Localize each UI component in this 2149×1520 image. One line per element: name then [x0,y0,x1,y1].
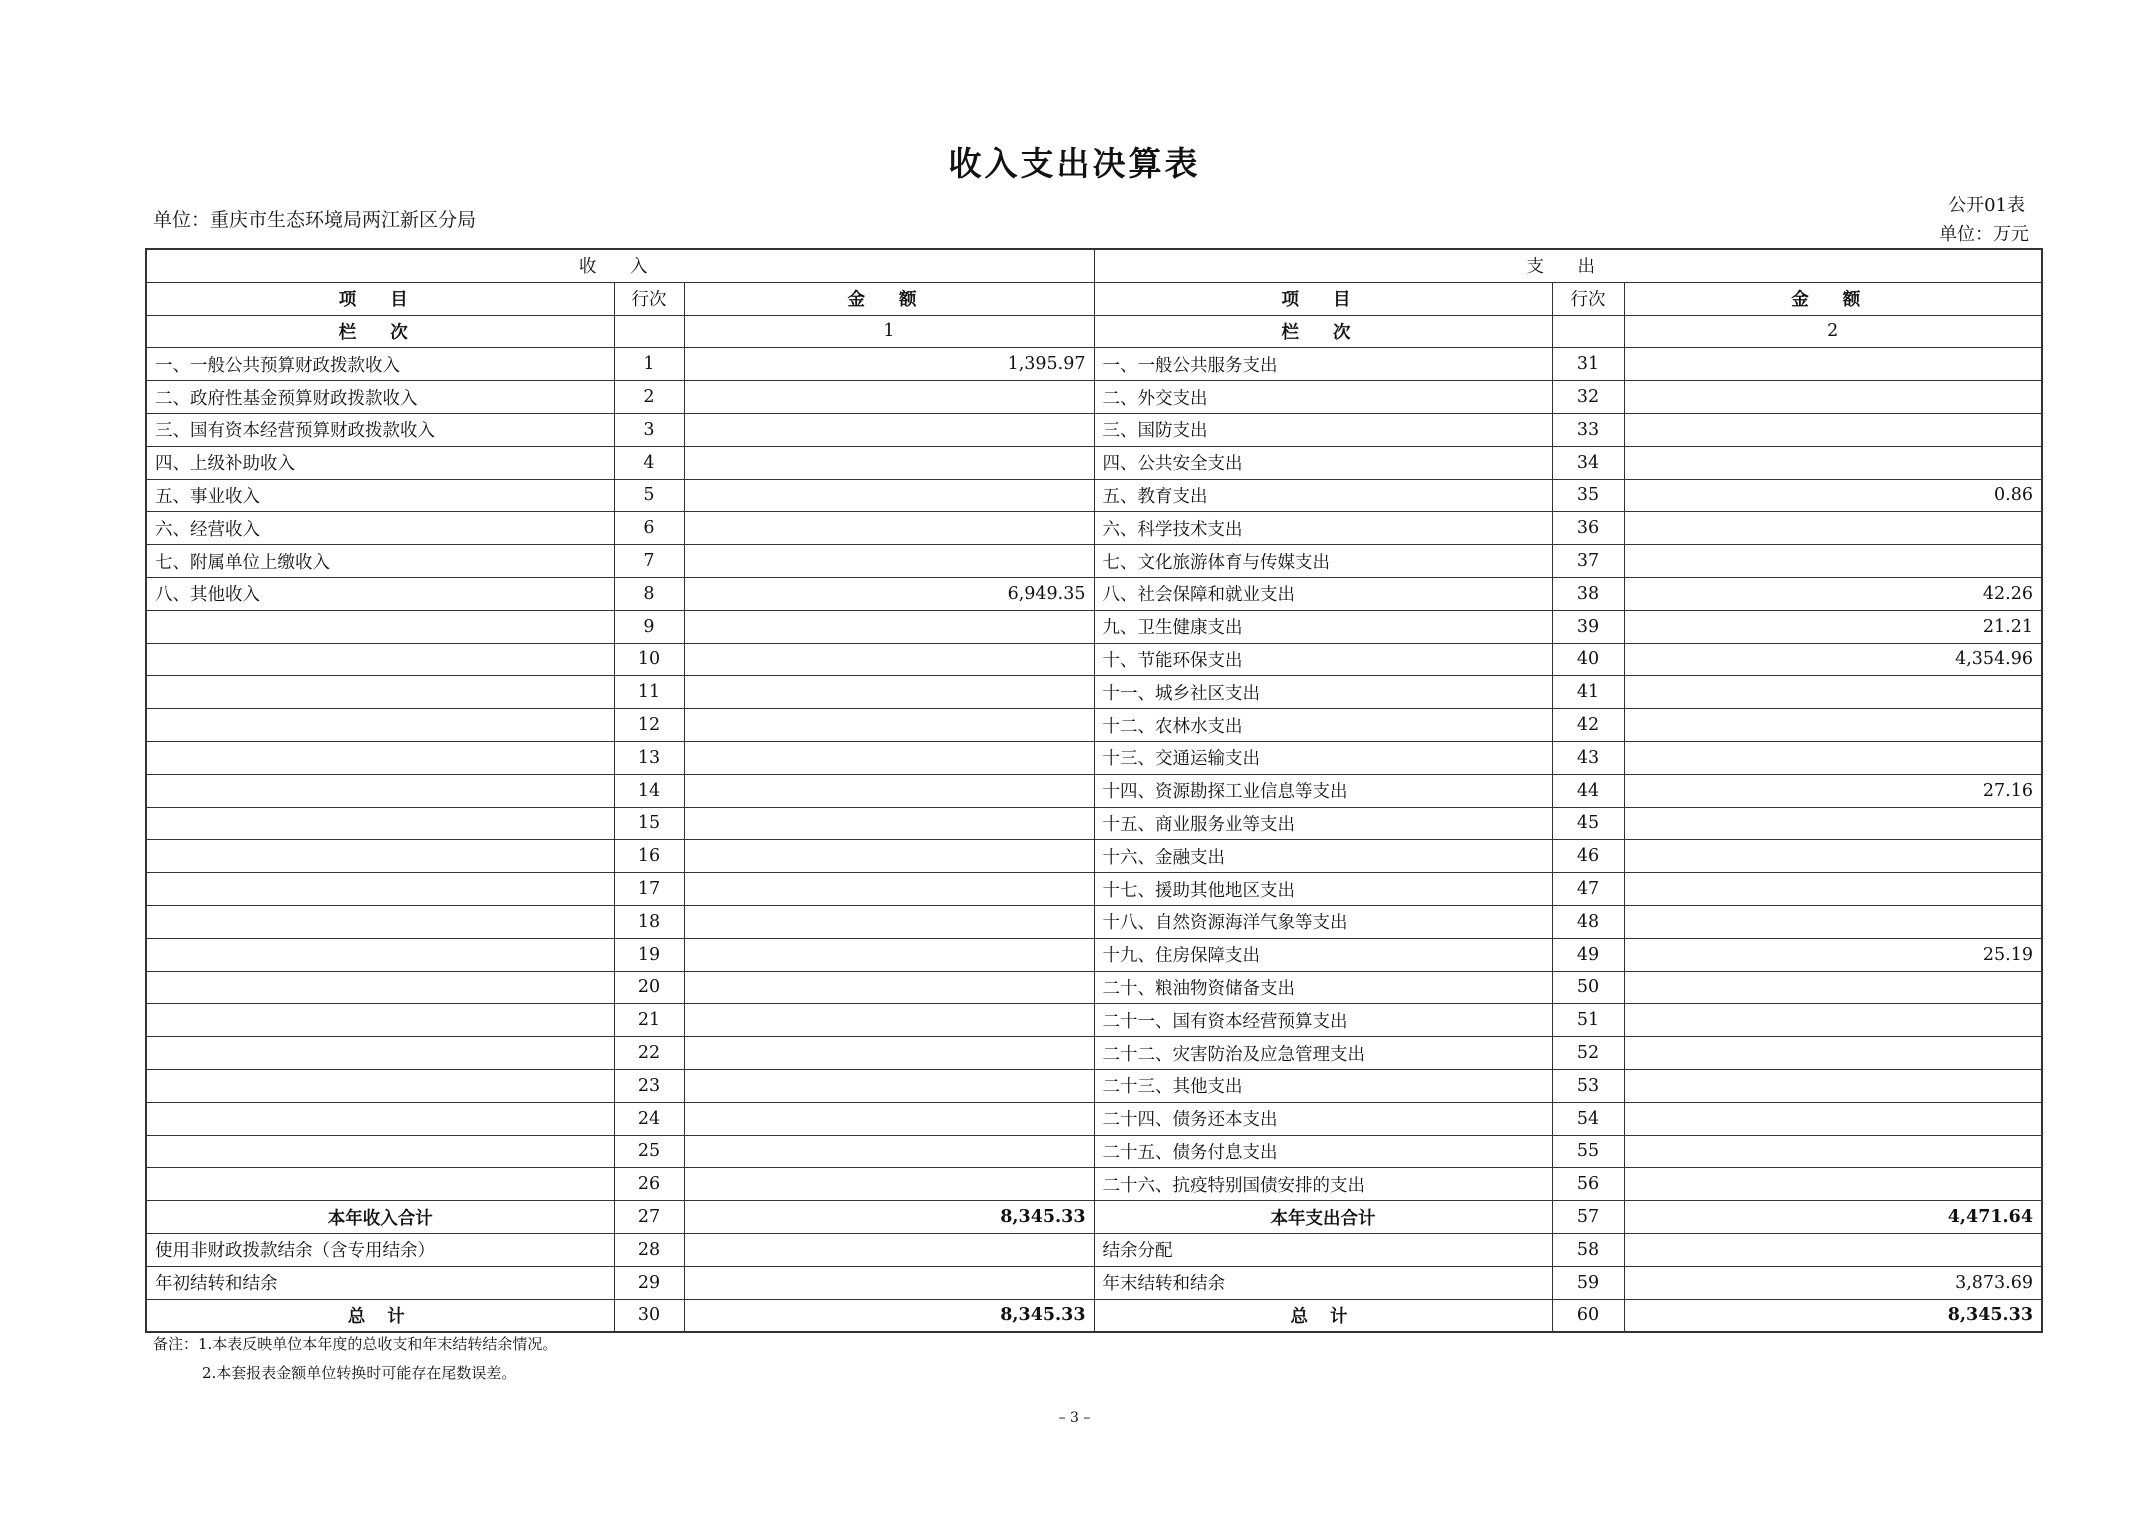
expense-amount: 27.16 [1624,774,2042,807]
page-number: – 3 – [1058,1410,1091,1426]
expense-row-no: 53 [1552,1069,1624,1102]
expense-item: 十三、交通运输支出 [1094,741,1552,774]
grand-income-total-amount: 8,345.33 [684,1299,1094,1332]
income-expense-table [145,248,2043,1333]
income-amount [684,643,1094,676]
income-amount [684,971,1094,1004]
table-row [146,1037,2042,1070]
reporting-unit: 单位：重庆市生态环境局两江新区分局 [153,209,477,231]
income-row-no: 14 [614,774,684,807]
expense-row-no: 35 [1552,479,1624,512]
expense-column-blank [1552,315,1624,348]
grand-expense-total-amount: 8,345.33 [1624,1299,2042,1332]
income-item [146,1037,614,1070]
income-row-no: 4 [614,446,684,479]
expense-item: 三、国防支出 [1094,413,1552,446]
expense-section-header: 支 出 [1094,249,2042,282]
expense-item: 二十一、国有资本经营预算支出 [1094,1004,1552,1037]
expense-amount [1624,1233,2042,1266]
income-row-no: 16 [614,840,684,873]
expense-row-no: 37 [1552,545,1624,578]
expense-amount [1624,1102,2042,1135]
income-amount [684,545,1094,578]
income-amount [684,807,1094,840]
expense-amount [1624,676,2042,709]
expense-item: 十五、商业服务业等支出 [1094,807,1552,840]
expense-row-no: 40 [1552,643,1624,676]
expense-amount-header: 金 额 [1624,282,2042,315]
income-amount [684,873,1094,906]
table-row [146,807,2042,840]
expense-amount [1624,905,2042,938]
income-item [146,807,614,840]
income-amount [684,1102,1094,1135]
expense-amount: 0.86 [1624,479,2042,512]
expense-item: 结余分配 [1094,1233,1552,1266]
expense-item: 十一、城乡社区支出 [1094,676,1552,709]
expense-item: 年末结转和结余 [1094,1266,1552,1299]
income-amount [684,446,1094,479]
income-row-no: 15 [614,807,684,840]
income-row-no: 17 [614,873,684,906]
expense-row-no: 48 [1552,905,1624,938]
income-amount [684,1069,1094,1102]
table-row [146,479,2042,512]
expense-item: 五、教育支出 [1094,479,1552,512]
table-row [146,512,2042,545]
income-item [146,774,614,807]
table-row [146,938,2042,971]
expense-row-no: 55 [1552,1135,1624,1168]
grand-total-row [146,1299,2042,1332]
income-amount [684,741,1094,774]
page-title: 收入支出决算表 [948,144,1201,183]
income-row-no: 21 [614,1004,684,1037]
income-row-no: 29 [614,1266,684,1299]
expense-row-no: 38 [1552,577,1624,610]
expense-amount: 21.21 [1624,610,2042,643]
income-amount [684,1135,1094,1168]
table-row [146,1102,2042,1135]
expense-row-no: 47 [1552,873,1624,906]
income-item: 七、附属单位上缴收入 [146,545,614,578]
income-row-no: 5 [614,479,684,512]
expense-item: 十四、资源勘探工业信息等支出 [1094,774,1552,807]
expense-amount: 3,873.69 [1624,1266,2042,1299]
income-amount [684,905,1094,938]
income-section-header: 收 入 [146,249,1094,282]
income-item: 三、国有资本经营预算财政拨款收入 [146,413,614,446]
income-item [146,873,614,906]
income-item: 年初结转和结余 [146,1266,614,1299]
income-item [146,676,614,709]
expense-amount [1624,348,2042,381]
income-column-number: 1 [684,315,1094,348]
income-row-no: 28 [614,1233,684,1266]
income-row-no: 24 [614,1102,684,1135]
expense-amount [1624,1069,2042,1102]
expense-row-no: 34 [1552,446,1624,479]
income-item [146,610,614,643]
expense-row-no: 59 [1552,1266,1624,1299]
income-row-no: 23 [614,1069,684,1102]
expense-item: 二十、粮油物资储备支出 [1094,971,1552,1004]
expense-row-no: 36 [1552,512,1624,545]
income-item [146,1168,614,1201]
expense-item: 二、外交支出 [1094,381,1552,414]
expense-amount [1624,1168,2042,1201]
income-item [146,1004,614,1037]
income-amount: 6,949.35 [684,577,1094,610]
income-item [146,1069,614,1102]
expense-amount [1624,1037,2042,1070]
income-item: 一、一般公共预算财政拨款收入 [146,348,614,381]
expense-row-no: 45 [1552,807,1624,840]
expense-item: 四、公共安全支出 [1094,446,1552,479]
income-item [146,905,614,938]
expense-item: 十二、农林水支出 [1094,709,1552,742]
income-amount [684,413,1094,446]
income-row-no: 7 [614,545,684,578]
expense-amount [1624,1135,2042,1168]
income-row-no: 20 [614,971,684,1004]
income-row-no: 6 [614,512,684,545]
income-item [146,741,614,774]
income-item: 八、其他收入 [146,577,614,610]
income-amount [684,381,1094,414]
income-amount: 1,395.97 [684,348,1094,381]
expense-amount [1624,971,2042,1004]
annual-total-row [146,1201,2042,1234]
table-row [146,971,2042,1004]
table-row [146,1004,2042,1037]
expense-row-no: 49 [1552,938,1624,971]
expense-row-no: 52 [1552,1037,1624,1070]
expense-row-no: 51 [1552,1004,1624,1037]
annual-income-total-row-no: 27 [614,1201,684,1234]
expense-amount [1624,709,2042,742]
income-amount [684,774,1094,807]
table-row [146,545,2042,578]
expense-row-no: 33 [1552,413,1624,446]
annual-expense-total-amount: 4,471.64 [1624,1201,2042,1234]
expense-row-no: 54 [1552,1102,1624,1135]
income-amount [684,479,1094,512]
income-amount [684,1233,1094,1266]
expense-amount [1624,741,2042,774]
balance-row [146,1266,2042,1299]
expense-item-header: 项 目 [1094,282,1552,315]
income-row-no-header: 行次 [614,282,684,315]
grand-income-total-row-no: 30 [614,1299,684,1332]
expense-item: 一、一般公共服务支出 [1094,348,1552,381]
income-item [146,1135,614,1168]
expense-item: 二十四、债务还本支出 [1094,1102,1552,1135]
table-row [146,610,2042,643]
income-item [146,1102,614,1135]
expense-item: 十、节能环保支出 [1094,643,1552,676]
expense-amount [1624,840,2042,873]
expense-row-no: 39 [1552,610,1624,643]
expense-row-no-header: 行次 [1552,282,1624,315]
income-row-no: 8 [614,577,684,610]
expense-item: 十八、自然资源海洋气象等支出 [1094,905,1552,938]
income-item [146,643,614,676]
income-item [146,971,614,1004]
income-amount [684,709,1094,742]
expense-amount [1624,446,2042,479]
income-amount [684,938,1094,971]
income-row-no: 11 [614,676,684,709]
income-row-no: 22 [614,1037,684,1070]
expense-row-no: 58 [1552,1233,1624,1266]
expense-amount [1624,381,2042,414]
annual-income-total-label: 本年收入合计 [146,1201,614,1234]
income-row-no: 9 [614,610,684,643]
expense-amount: 4,354.96 [1624,643,2042,676]
expense-item: 二十五、债务付息支出 [1094,1135,1552,1168]
expense-row-no: 41 [1552,676,1624,709]
income-amount-header: 金 额 [684,282,1094,315]
annual-income-total-amount: 8,345.33 [684,1201,1094,1234]
expense-row-no: 44 [1552,774,1624,807]
table-row [146,1135,2042,1168]
table-row [146,577,2042,610]
note-1: 备注：1.本表反映单位本年度的总收支和年末结转结余情况。 [153,1335,558,1353]
expense-item: 六、科学技术支出 [1094,512,1552,545]
expense-amount: 25.19 [1624,938,2042,971]
expense-item: 二十三、其他支出 [1094,1069,1552,1102]
balance-row [146,1233,2042,1266]
note-2: 2.本套报表金额单位转换时可能存在尾数误差。 [202,1364,517,1382]
expense-row-no: 56 [1552,1168,1624,1201]
expense-amount [1624,413,2042,446]
income-column-blank [614,315,684,348]
expense-row-no: 43 [1552,741,1624,774]
expense-row-no: 31 [1552,348,1624,381]
income-item-header: 项 目 [146,282,614,315]
expense-item: 八、社会保障和就业支出 [1094,577,1552,610]
income-row-no: 26 [614,1168,684,1201]
table-row [146,643,2042,676]
table-row [146,381,2042,414]
expense-item: 七、文化旅游体育与传媒支出 [1094,545,1552,578]
column-index-row [146,315,2042,348]
expense-item: 十六、金融支出 [1094,840,1552,873]
expense-amount [1624,873,2042,906]
table-row [146,709,2042,742]
expense-amount [1624,1004,2042,1037]
grand-expense-total-label: 总 计 [1094,1299,1552,1332]
income-amount [684,676,1094,709]
income-row-no: 13 [614,741,684,774]
grand-expense-total-row-no: 60 [1552,1299,1624,1332]
expense-amount: 42.26 [1624,577,2042,610]
table-row [146,446,2042,479]
amount-unit: 单位：万元 [1939,224,2029,245]
income-row-no: 19 [614,938,684,971]
income-row-no: 10 [614,643,684,676]
table-row [146,774,2042,807]
annual-expense-total-row-no: 57 [1552,1201,1624,1234]
table-row [146,348,2042,381]
expense-item: 二十六、抗疫特别国债安排的支出 [1094,1168,1552,1201]
table-row [146,413,2042,446]
expense-item: 十七、援助其他地区支出 [1094,873,1552,906]
income-row-no: 25 [614,1135,684,1168]
table-row [146,1168,2042,1201]
expense-column-number: 2 [1624,315,2042,348]
expense-row-no: 42 [1552,709,1624,742]
table-row [146,1069,2042,1102]
income-item [146,938,614,971]
income-row-no: 2 [614,381,684,414]
annual-expense-total-label: 本年支出合计 [1094,1201,1552,1234]
expense-row-no: 50 [1552,971,1624,1004]
form-number: 公开01表 [1948,195,2025,216]
income-item [146,840,614,873]
table-row [146,676,2042,709]
income-amount [684,1266,1094,1299]
expense-amount [1624,807,2042,840]
income-row-no: 3 [614,413,684,446]
expense-amount [1624,545,2042,578]
income-row-no: 18 [614,905,684,938]
income-amount [684,1168,1094,1201]
income-amount [684,512,1094,545]
income-item: 使用非财政拨款结余（含专用结余） [146,1233,614,1266]
grand-income-total-label: 总 计 [146,1299,614,1332]
expense-item: 九、卫生健康支出 [1094,610,1552,643]
expense-column-label: 栏 次 [1094,315,1552,348]
table-row [146,905,2042,938]
table-row [146,873,2042,906]
income-row-no: 1 [614,348,684,381]
table-row [146,840,2042,873]
expense-item: 十九、住房保障支出 [1094,938,1552,971]
table-row [146,741,2042,774]
expense-row-no: 46 [1552,840,1624,873]
income-item: 六、经营收入 [146,512,614,545]
expense-amount [1624,512,2042,545]
section-header-row [146,249,2042,282]
income-item [146,709,614,742]
expense-row-no: 32 [1552,381,1624,414]
income-amount [684,1037,1094,1070]
income-item: 四、上级补助收入 [146,446,614,479]
income-column-label: 栏 次 [146,315,614,348]
income-amount [684,1004,1094,1037]
income-row-no: 12 [614,709,684,742]
income-amount [684,840,1094,873]
column-header-row [146,282,2042,315]
income-item: 五、事业收入 [146,479,614,512]
income-amount [684,610,1094,643]
income-item: 二、政府性基金预算财政拨款收入 [146,381,614,414]
expense-item: 二十二、灾害防治及应急管理支出 [1094,1037,1552,1070]
